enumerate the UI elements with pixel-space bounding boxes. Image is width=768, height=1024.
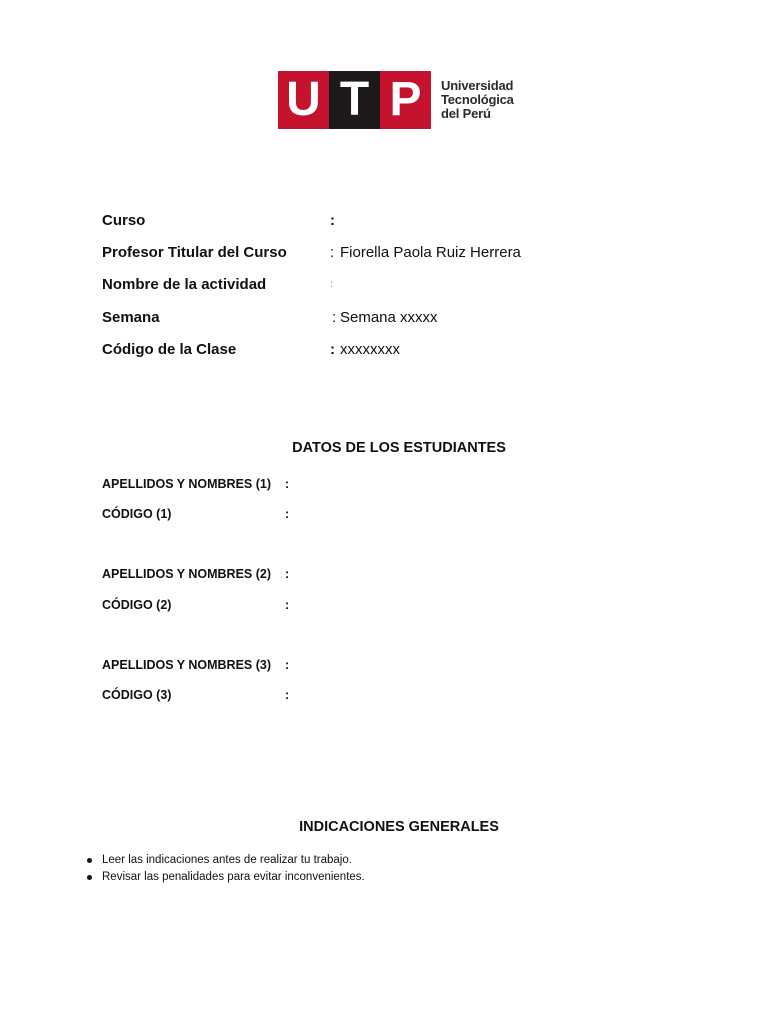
student-label: CÓDIGO (2)	[102, 598, 172, 612]
info-value: Semana xxxxx	[340, 309, 438, 326]
info-label: Curso	[102, 212, 146, 229]
info-label: Nombre de la actividad	[102, 276, 267, 293]
info-colon: :	[330, 212, 335, 229]
student-label: APELLIDOS Y NOMBRES (2)	[102, 567, 272, 581]
student-colon: :	[285, 477, 290, 491]
info-colon: :	[330, 279, 333, 290]
indications-list	[84, 852, 365, 886]
info-value: xxxxxxxx	[340, 341, 400, 358]
indications-section-title: INDICACIONES GENERALES	[299, 819, 499, 835]
logo-letter-t: T	[329, 71, 380, 129]
student-colon: :	[285, 598, 290, 612]
logo-line-3: del Perú	[441, 106, 491, 121]
student-label: APELLIDOS Y NOMBRES (1)	[102, 477, 272, 491]
logo-letter-p: P	[380, 71, 431, 129]
info-label: Semana	[102, 309, 160, 326]
student-label: CÓDIGO (3)	[102, 688, 172, 702]
student-colon: :	[285, 507, 290, 521]
logo-wordmark	[441, 71, 514, 129]
utp-logo	[278, 71, 518, 129]
info-colon: :	[332, 309, 337, 326]
logo-line-2: Tecnológica	[441, 92, 514, 107]
list-item-text: Revisar las penalidades para evitar inconvenientes.	[102, 871, 365, 883]
logo-letter-u: U	[278, 71, 329, 129]
student-colon: :	[285, 567, 290, 581]
list-item	[84, 852, 365, 869]
list-item	[84, 869, 365, 886]
info-colon: :	[330, 244, 335, 261]
info-value: Fiorella Paola Ruiz Herrera	[340, 244, 521, 261]
bullet-icon	[87, 858, 92, 863]
student-colon: :	[285, 658, 290, 672]
student-colon: :	[285, 688, 290, 702]
student-label: APELLIDOS Y NOMBRES (3)	[102, 658, 272, 672]
logo-line-1: Universidad	[441, 78, 514, 93]
info-label: Código de la Clase	[102, 341, 237, 358]
bullet-icon	[87, 875, 92, 880]
students-section-title: DATOS DE LOS ESTUDIANTES	[292, 440, 506, 456]
info-colon: :	[330, 341, 335, 358]
info-label: Profesor Titular del Curso	[102, 244, 287, 261]
student-label: CÓDIGO (1)	[102, 507, 172, 521]
list-item-text: Leer las indicaciones antes de realizar tu trabajo.	[102, 854, 352, 866]
